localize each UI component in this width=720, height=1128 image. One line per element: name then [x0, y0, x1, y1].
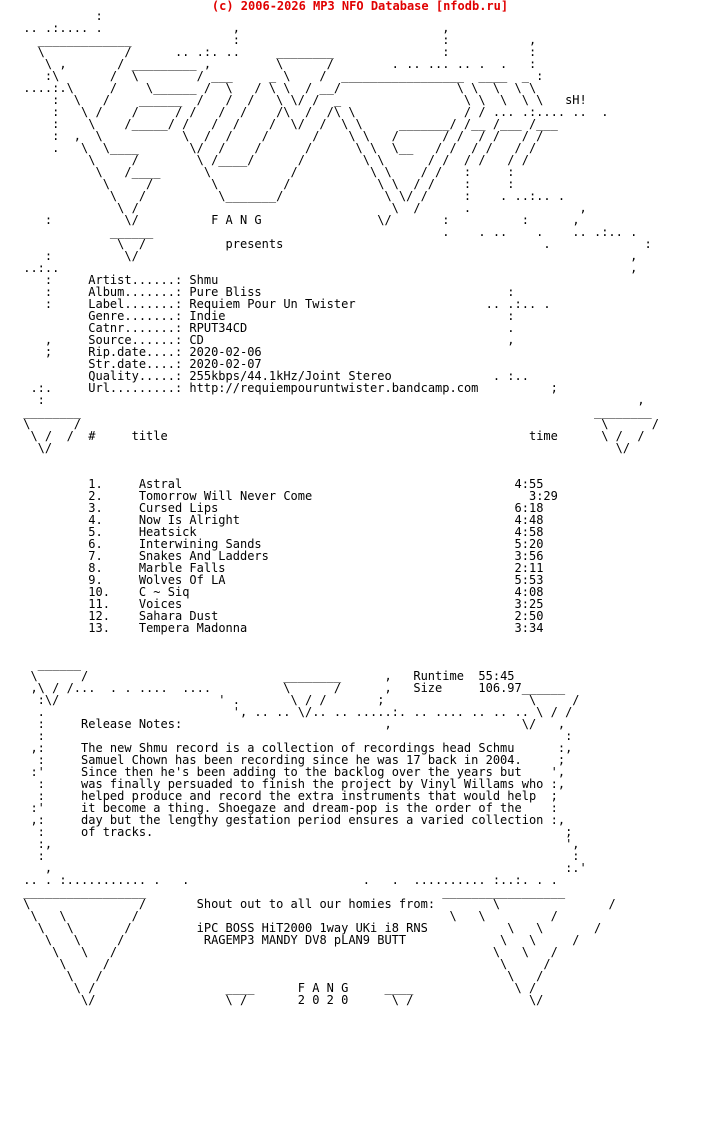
track-time: 3:29: [528, 489, 558, 503]
info-value-url: http://requiempouruntwister.bandcamp.com: [189, 381, 479, 395]
track-num: 4.: [88, 513, 103, 527]
track-title: Voices: [138, 597, 183, 611]
note-line: of tracks.: [81, 825, 154, 839]
group-tag: sH!: [565, 93, 587, 107]
shoutout: Shout out to all our homies from:: [196, 897, 436, 911]
group-name: F A N G: [211, 213, 262, 227]
info-value-label: Requiem Pour Un Twister: [189, 297, 356, 311]
track-num: 11.: [88, 597, 110, 611]
track-num: 10.: [88, 585, 110, 599]
note-line: was finally persuaded to finish the project by Vinyl Willams who: [81, 777, 544, 791]
track-time: 3:56: [514, 549, 544, 563]
runtime-value: 55:45: [478, 669, 515, 683]
notes-title: Release Notes:: [81, 717, 183, 731]
info-label-ripdate: Rip.date....:: [88, 345, 183, 359]
track-time: 4:58: [514, 525, 544, 539]
track-time: 3:34: [514, 621, 544, 635]
track-title: Astral: [138, 477, 183, 491]
track-time: 6:18: [514, 501, 544, 515]
track-num: 2.: [88, 489, 103, 503]
groups-line-1: iPC BOSS HiT2000 1way UKi i8 RNS: [196, 921, 428, 935]
track-num: 8.: [88, 561, 103, 575]
info-value-quality: 255kbps/44.1kHz/Joint Stereo: [189, 369, 392, 383]
note-line: Since then he's been adding to the backlog over the years but: [81, 765, 522, 779]
sig-year: 2 0 2 0: [297, 993, 349, 1007]
size-value: 106.97: [478, 681, 522, 695]
track-time: 3:25: [514, 597, 544, 611]
track-num: 13.: [88, 621, 110, 635]
track-title: C ~ Siq: [138, 585, 190, 599]
presents-text: presents: [225, 237, 284, 251]
track-time: 5:20: [514, 537, 544, 551]
track-num: 7.: [88, 549, 103, 563]
note-line: it become a thing. Shoegaze and dream-pop is the order of the: [81, 801, 522, 815]
col-num: #: [88, 429, 96, 443]
site-header: (c) 2006-2026 MP3 NFO Database [nfodb.ru]: [211, 0, 509, 13]
info-value-source: CD: [189, 333, 204, 347]
info-label-source: Source......:: [88, 333, 183, 347]
track-num: 5.: [88, 525, 103, 539]
track-title: Cursed Lips: [138, 501, 219, 515]
runtime-label: Runtime: [413, 669, 464, 683]
info-value-artist: Shmu: [189, 273, 219, 287]
info-label-album: Album.......:: [88, 285, 183, 299]
note-line: The new Shmu record is a collection of recordings head Schmu: [81, 741, 515, 755]
track-title: Marble Falls: [138, 561, 226, 575]
track-title: Sahara Dust: [138, 609, 219, 623]
track-title: Tomorrow Will Never Come: [138, 489, 313, 503]
size-label: Size: [413, 681, 443, 695]
track-title: Snakes And Ladders: [138, 549, 269, 563]
info-value-album: Pure Bliss: [189, 285, 262, 299]
track-time: 2:11: [514, 561, 544, 575]
track-num: 3.: [88, 501, 103, 515]
info-value-catnr: RPUT34CD: [189, 321, 248, 335]
track-time: 4:08: [514, 585, 544, 599]
track-num: 6.: [88, 537, 103, 551]
info-label-label: Label.......:: [88, 297, 183, 311]
track-num: 1.: [88, 477, 103, 491]
note-line: helped produce and record the extra instruments that would help: [81, 789, 537, 803]
col-time: time: [528, 429, 558, 443]
info-label-url: Url.........:: [88, 381, 183, 395]
track-title: Heatsick: [138, 525, 197, 539]
info-label-genre: Genre.......:: [88, 309, 183, 323]
col-title: title: [131, 429, 168, 443]
nfo-document: : .. .:.... . , , _____________ : : , \ / .. .:. .. ________ : : \ , / _________ , \ / . .. ... .. . . : :\ / \ / ___ _ \ / _________________ ____ _ : ....:.\ / \______ / \ / \ \ / __/ \ \ \ \ \ : \ / ______ / / / \ \/ / _ \ \ \ \ \ sH! : \ / / / / / / /\ / /\ \ / / ... .:.... .. . : \ /_____/ / / / / \/ / \ \ _______/ /__ /___ /___ : , \ \ / / / / \ \ / / / / / / / . \ \____ \/ / / / \ \ \__ / / / / / / \ / \ /____/ / \ \ / / / / / / \ /____ \ / \ \ / / : : \ / \ / \ \ / / : : \ / \_______/ \ \/ / : . ..:.. . \ / \ / . , : \/ F A N G \/ : : , ______ . . .. . .. .:.. . \ / presents . : : \/ , ..:.. , : Artist......: Shmu : Album.......: Pure Bliss : : Label.......: Requiem Pour Un Twister .. .:.. . Genre.......: Indie : Catnr.......: RPUT34CD . , Source......: CD , ; Rip.date....: 2020-02-06 Str.date....: 2020-02-07 Quality.....: 255kbps/44.1kHz/Joint Stereo . :.. .:. Url.........: http://requiempouruntwister.bandcamp.com ; : , ________ ________ \ / \ / \ / / # title time \ / / \/ \/ 1. Astral 4:55 2. Tomorrow Will Never Come 3:29 3. Cursed Lips 6:18 4. Now Is Alright 4:48 5. Heatsick 4:58 6. Interwining Sands 5:20 7. Snakes And Ladders 3:56 8. Marble Falls 2:11 9. Wolves Of LA 5:53 10. C ~ Siq 4:08 11. Voices 3:25 12. Sahara Dust 2:50 13. Tempera Madonna 3:34 ______ \ / ________ , Runtime 55:45 ,\ / /... . . .... .... \ / , Size 106.97______ :\/ ' . \ / / ; \ / . ', .. .. \/.. .. .....:. .. .... .. .. .. \ / / : Release Notes: , \/ , : : ,: The new Shmu record is a collection of recordings head Schmu :, : Samuel Chown has been recording since he was 17 back in 2004. ; :' Since then he's been adding to the backlog over the years but ', : was finally persuaded to finish the project by Vinyl Willams who :, : helped produce and record the extra instruments that would help ; :' it become a thing. Shoegaze and dream-pop is the order of the : ,: day but the lengthy gestation period ensures a varied collection :, : of tracks. ; :, ', : : , :.' .. . :........... . . . . .......... :..:. . . _________________ _________________ \ / Shout out to all our homies from: \ / \ \ / \ \ / \ \ / iPC BOSS HiT2000 1way UKi i8 RNS \ \ / \ \ / RAGEMP3 MANDY DV8 pLAN9 BUTT \ \ / \ \ / \ \ / \ / \ / \ / \ / \ / ____ F A N G ____ \ / \/ \ / 2 0 2 0 \ / \/: [23, 9, 659, 1007]
info-value-ripdate: 2020-02-06: [189, 345, 262, 359]
groups-line-2: RAGEMP3 MANDY DV8 pLAN9 BUTT: [203, 933, 407, 947]
info-label-strdate: Str.date....:: [88, 357, 183, 371]
track-time: 4:48: [514, 513, 544, 527]
track-num: 9.: [88, 573, 103, 587]
track-time: 2:50: [514, 609, 544, 623]
info-label-catnr: Catnr.......:: [88, 321, 183, 335]
info-label-artist: Artist......:: [88, 273, 183, 287]
info-value-strdate: 2020-02-07: [189, 357, 262, 371]
track-title: Now Is Alright: [138, 513, 240, 527]
info-label-quality: Quality.....:: [88, 369, 183, 383]
track-title: Wolves Of LA: [138, 573, 226, 587]
track-title: Tempera Madonna: [138, 621, 248, 635]
note-line: day but the lengthy gestation period ensures a varied collection: [81, 813, 544, 827]
track-num: 12.: [88, 609, 110, 623]
info-value-genre: Indie: [189, 309, 226, 323]
track-title: Interwining Sands: [138, 537, 262, 551]
track-time: 5:53: [514, 573, 544, 587]
note-line: Samuel Chown has been recording since he was 17 back in 2004.: [81, 753, 522, 767]
sig-name: F A N G: [297, 981, 349, 995]
track-time: 4:55: [514, 477, 544, 491]
